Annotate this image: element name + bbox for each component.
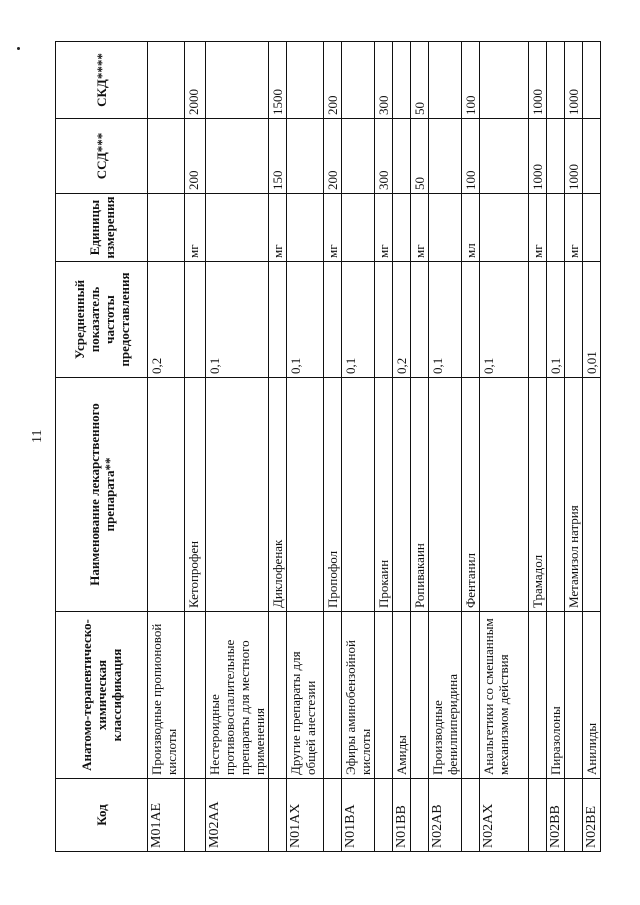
cell-code: N02AX [480,779,529,852]
cell-atc [185,612,206,779]
cell-unit: мг [375,194,393,262]
cell-unit: мг [411,194,429,262]
cell-ssd: 1000 [529,119,547,194]
cell-atc: Анилиды [583,612,601,779]
table-row [324,42,342,852]
table-row [429,42,462,852]
cell-code: N01BB [393,779,411,852]
cell-freq [375,262,393,378]
table-row [565,42,583,852]
cell-freq: 0,2 [393,262,411,378]
cell-skd [480,42,529,119]
cell-code [269,779,287,852]
cell-ssd [206,119,269,194]
cell-atc: Эфиры аминобензойной кислоты [342,612,375,779]
cell-freq [411,262,429,378]
rotated-table-container [55,42,599,852]
cell-freq: 0,1 [480,262,529,378]
cell-atc [269,612,287,779]
cell-skd [287,42,324,119]
cell-code: N02BB [547,779,565,852]
cell-skd: 1500 [269,42,287,119]
cell-ssd [287,119,324,194]
drug-table [55,41,601,852]
cell-code [324,779,342,852]
cell-drug: Прокаин [375,378,393,612]
cell-drug: Фентанил [462,378,480,612]
cell-atc [462,612,480,779]
cell-ssd [480,119,529,194]
cell-skd: 1000 [529,42,547,119]
cell-drug: Диклофенак [269,378,287,612]
table-row [375,42,393,852]
cell-skd: 2000 [185,42,206,119]
cell-drug [148,378,185,612]
cell-ssd: 150 [269,119,287,194]
cell-atc: Производные фенилпиперидина [429,612,462,779]
cell-freq: 0,1 [429,262,462,378]
cell-code: M01AE [148,779,185,852]
cell-skd [206,42,269,119]
cell-skd [547,42,565,119]
cell-freq: 0,2 [148,262,185,378]
cell-freq [269,262,287,378]
cell-ssd [583,119,601,194]
header-freq: Усредненный показатель частоты предоставления [56,262,148,378]
cell-freq [565,262,583,378]
table-row [411,42,429,852]
cell-ssd [342,119,375,194]
table-row [185,42,206,852]
cell-code [411,779,429,852]
cell-skd: 100 [462,42,480,119]
header-unit: Единицы измерения [56,194,148,262]
cell-atc: Нестероидные противовоспалительные препараты для местного применения [206,612,269,779]
table-row [393,42,411,852]
cell-unit: мг [324,194,342,262]
cell-code: N01BA [342,779,375,852]
cell-unit [393,194,411,262]
cell-atc: Другие препараты для общей анестезии [287,612,324,779]
header-drug: Наименование лекарственного препарата** [56,378,148,612]
cell-skd: 200 [324,42,342,119]
cell-drug [583,378,601,612]
cell-drug [342,378,375,612]
cell-code: N02BE [583,779,601,852]
cell-code [565,779,583,852]
header-atc: Анатомо-терапевтическо-химическая классификация [56,612,148,779]
cell-ssd [547,119,565,194]
header-skd: СКД**** [56,42,148,119]
cell-ssd [393,119,411,194]
cell-ssd: 300 [375,119,393,194]
table-row [480,42,529,852]
cell-freq [324,262,342,378]
cell-unit [287,194,324,262]
cell-atc: Анальгетики со смешанным механизмом действия [480,612,529,779]
table-row [287,42,324,852]
cell-unit: мг [269,194,287,262]
cell-ssd: 1000 [565,119,583,194]
cell-freq: 0,1 [206,262,269,378]
cell-skd: 300 [375,42,393,119]
cell-skd [148,42,185,119]
cell-atc: Амиды [393,612,411,779]
cell-unit [148,194,185,262]
header-ssd: ССД*** [56,119,148,194]
cell-ssd: 200 [324,119,342,194]
table-row [529,42,547,852]
cell-drug [429,378,462,612]
cell-atc [529,612,547,779]
cell-skd [429,42,462,119]
table-row [342,42,375,852]
cell-skd [393,42,411,119]
cell-atc [375,612,393,779]
cell-freq: 0,1 [342,262,375,378]
cell-unit [206,194,269,262]
cell-unit: мг [565,194,583,262]
cell-skd [583,42,601,119]
cell-ssd: 100 [462,119,480,194]
cell-freq: 0,01 [583,262,601,378]
cell-drug [206,378,269,612]
cell-drug [393,378,411,612]
cell-skd [342,42,375,119]
cell-atc [411,612,429,779]
cell-freq: 0,1 [287,262,324,378]
cell-unit [429,194,462,262]
cell-skd: 50 [411,42,429,119]
cell-ssd: 200 [185,119,206,194]
cell-unit: мл [462,194,480,262]
cell-unit [480,194,529,262]
cell-atc [565,612,583,779]
cell-code [375,779,393,852]
cell-skd: 1000 [565,42,583,119]
table-row [206,42,269,852]
table-row [269,42,287,852]
cell-atc [324,612,342,779]
cell-code: N01AX [287,779,324,852]
cell-drug [547,378,565,612]
cell-unit: мг [529,194,547,262]
table-row [583,42,601,852]
table-row [547,42,565,852]
table-body [148,42,601,852]
cell-drug: Метамизол натрия [565,378,583,612]
cell-atc: Пиразолоны [547,612,565,779]
cell-unit: мг [185,194,206,262]
cell-freq [529,262,547,378]
cell-drug: Пропофол [324,378,342,612]
cell-drug: Трамадол [529,378,547,612]
cell-code: M02AA [206,779,269,852]
cell-drug: Ропивакаин [411,378,429,612]
cell-ssd [148,119,185,194]
cell-ssd [429,119,462,194]
cell-code [529,779,547,852]
cell-drug [480,378,529,612]
cell-ssd: 50 [411,119,429,194]
header-row [56,42,148,852]
cell-code [185,779,206,852]
cell-atc: Производные пропионовой кислоты [148,612,185,779]
scan-dot [17,47,20,50]
cell-freq [185,262,206,378]
cell-unit [342,194,375,262]
cell-freq: 0,1 [547,262,565,378]
table-row [462,42,480,852]
cell-code: N02AB [429,779,462,852]
cell-drug [287,378,324,612]
cell-unit [583,194,601,262]
table-row [148,42,185,852]
cell-code [462,779,480,852]
cell-freq [462,262,480,378]
cell-drug: Кетопрофен [185,378,206,612]
cell-unit [547,194,565,262]
page-number: 11 [30,429,45,443]
header-code: Код [56,779,148,852]
